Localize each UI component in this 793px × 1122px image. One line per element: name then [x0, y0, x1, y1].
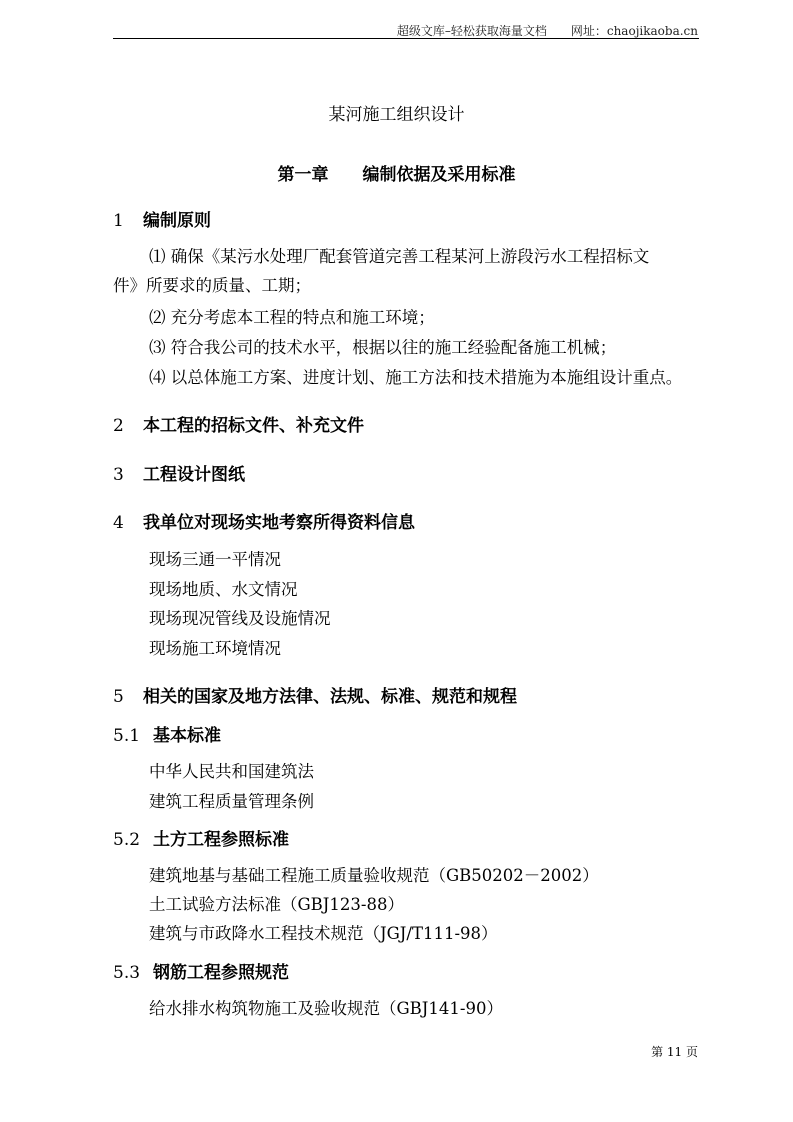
section-4-heading — [113, 508, 415, 533]
section-title: 我单位对现场实地考察所得资料信息 — [143, 513, 415, 533]
principle-1-line-2: 件》所要求的质量、工期； — [113, 276, 311, 295]
document-title: 某河施工组织设计 — [328, 105, 465, 125]
section-title: 基本标准 — [153, 726, 221, 746]
principle-1-line-1: ⑴ 确保《某污水处理厂配套管道完善工程某河上游段污水工程招标文 — [149, 247, 650, 266]
section-2-heading — [113, 411, 364, 436]
header-site-text: 超级文库–轻松获取海量文档 网址：chaojikaoba.cn — [396, 24, 698, 38]
section-5-1-heading — [113, 721, 221, 746]
list-item: 建筑地基与基础工程施工质量验收规范（GB50202－2002） — [149, 866, 599, 885]
list-item: 现场现况管线及设施情况 — [149, 609, 331, 628]
list-item: 土工试验方法标准（GBJ123-88） — [149, 895, 404, 914]
section-number: 4 — [113, 513, 124, 533]
section-number: 5.1 — [113, 726, 141, 746]
section-number: 2 — [113, 416, 124, 436]
chapter-heading — [0, 160, 793, 185]
list-item: 建筑与市政降水工程技术规范（JGJ/T111-98） — [149, 924, 498, 943]
header-rule — [113, 38, 699, 39]
section-number: 1 — [113, 211, 124, 231]
principle-4: ⑷ 以总体施工方案、进度计划、施工方法和技术措施为本施组设计重点。 — [149, 368, 683, 387]
section-title: 相关的国家及地方法律、法规、标准、规范和规程 — [143, 687, 517, 707]
list-item: 现场三通一平情况 — [149, 550, 281, 569]
list-item: 建筑工程质量管理条例 — [149, 792, 314, 811]
section-number: 5 — [113, 687, 124, 707]
section-title: 钢筋工程参照规范 — [153, 963, 289, 983]
section-5-2-heading — [113, 825, 289, 850]
section-5-heading — [113, 682, 517, 707]
chapter-title: 编制依据及采用标准 — [362, 165, 516, 185]
chapter-number: 第一章 — [277, 165, 329, 185]
principle-2: ⑵ 充分考虑本工程的特点和施工环境； — [149, 308, 435, 327]
section-title: 土方工程参照标准 — [153, 830, 289, 850]
list-item: 现场地质、水文情况 — [149, 580, 298, 599]
section-title: 本工程的招标文件、补充文件 — [143, 416, 364, 436]
section-title: 编制原则 — [143, 211, 211, 231]
page-number: 第 11 页 — [651, 1045, 698, 1059]
list-item: 现场施工环境情况 — [149, 639, 281, 658]
principle-3: ⑶ 符合我公司的技术水平，根据以往的施工经验配备施工机械； — [149, 338, 617, 357]
list-item: 中华人民共和国建筑法 — [149, 762, 314, 781]
section-5-3-heading — [113, 958, 289, 983]
section-number: 5.2 — [113, 830, 141, 850]
section-3-heading — [113, 460, 245, 485]
section-number: 3 — [113, 465, 124, 485]
list-item: 给水排水构筑物施工及验收规范（GBJ141-90） — [149, 999, 503, 1018]
section-number: 5.3 — [113, 963, 141, 983]
section-1-heading — [113, 206, 211, 231]
section-title: 工程设计图纸 — [143, 465, 245, 485]
